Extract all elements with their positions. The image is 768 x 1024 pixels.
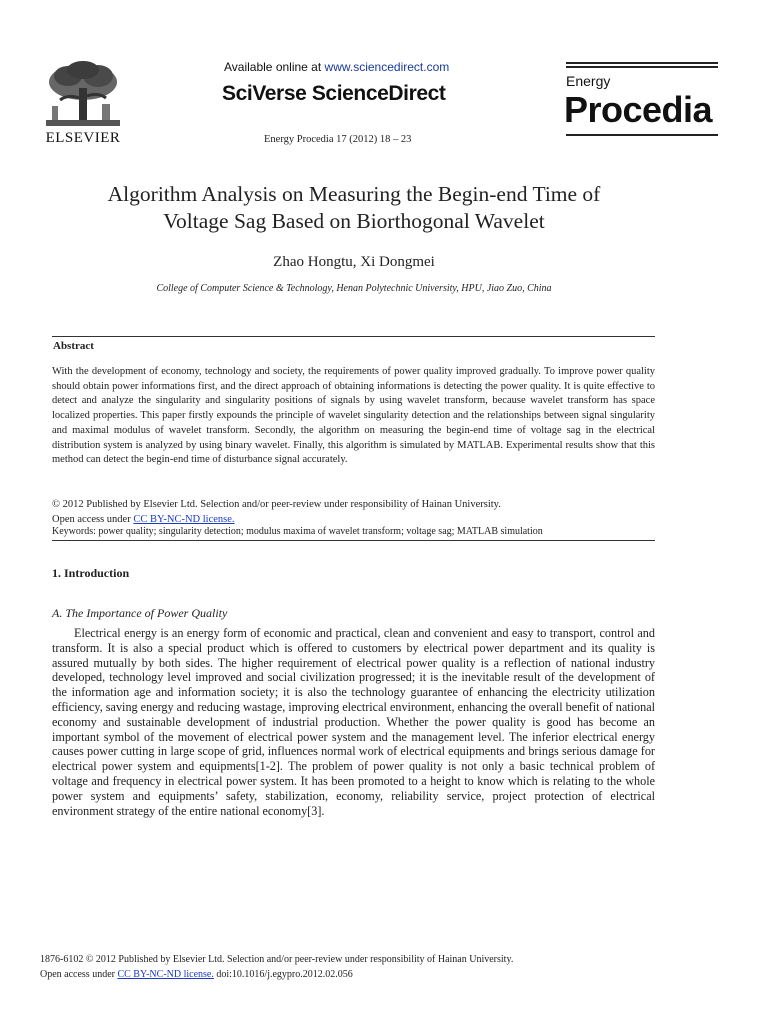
abstract-heading: Abstract bbox=[53, 340, 94, 352]
journal-citation: Energy Procedia 17 (2012) 18 – 23 bbox=[264, 134, 412, 145]
available-online-line bbox=[224, 60, 464, 74]
footer-doi-line bbox=[40, 969, 353, 980]
sciencedirect-url[interactable]: www.sciencedirect.com bbox=[324, 60, 450, 74]
license-link[interactable]: CC BY-NC-ND license. bbox=[133, 514, 235, 525]
authors: Zhao Hongtu, Xi Dongmei bbox=[273, 254, 435, 270]
journal-logo-small-word: Energy bbox=[566, 73, 611, 89]
available-online-label: Available online at bbox=[224, 60, 325, 74]
keywords: Keywords: power quality; singularity detection; modulus maxima of wavelet transform; voltage sag; MATLAB simulation bbox=[52, 526, 543, 537]
platform-name: SciVerse ScienceDirect bbox=[222, 82, 446, 105]
journal-logo-big-word: Procedia bbox=[564, 89, 713, 130]
subsection-heading: A. The Importance of Power Quality bbox=[52, 606, 228, 620]
footer-license-link[interactable]: CC BY-NC-ND license. bbox=[117, 969, 214, 980]
publisher-logo-text: ELSEVIER bbox=[45, 130, 121, 146]
footer-open-access-label: Open access under bbox=[40, 969, 118, 980]
journal-logo-bottom-rule bbox=[566, 134, 718, 136]
footer-doi: doi:10.1016/j.egypro.2012.02.056 bbox=[213, 969, 353, 980]
body-paragraph: Electrical energy is an energy form of economic and practical, clean and convenient and easy to transport, control and transform. It is also a special product which is offered to customers by electrical power department and its quality is assured mutually by both sides. The higher requirement of electrical power quality is a reflection of national industry developed, technology level improved and social civilization progressed; it is the inevitable result of the development of the information age and information society; it is also the technology guarantee of enhancing the electricity utilization efficiency, saving energy and reducing wastage, improving electrical environment, enhancing the overall benefit of national economy and sustainable development of industrial production. Whether the power quality is good has become an important symbol of the movement of electrical power system and the management level. The inferior electrical energy causes power cutting in large scope of grid, influences normal work of electrical equipments and brings serious damage for electrical power system and equipments[1-2]. The problem of power quality is not only a basic technical problem of voltage and frequency in electrical power system. It has been promoted to a height to know which is relating to the whole power system and equipments’ safety, stabilization, economy, reliability service, project protection of electrical environment strategy of the entire national economy[3]. bbox=[52, 626, 655, 818]
copyright-notice: © 2012 Published by Elsevier Ltd. Selection and/or peer-review under responsibility of Hainan University. bbox=[52, 499, 501, 510]
article-title bbox=[40, 181, 668, 235]
abstract-bottom-rule bbox=[52, 540, 655, 541]
article-title-line-2: Voltage Sag Based on Biorthogonal Wavelet bbox=[163, 209, 545, 233]
journal-logo-top-rules bbox=[566, 62, 718, 70]
affiliation: College of Computer Science & Technology, Henan Polytechnic University, HPU, Jiao Zuo, China bbox=[156, 283, 552, 294]
open-access-label: Open access under bbox=[52, 514, 134, 525]
footer-issn-line: 1876-6102 © 2012 Published by Elsevier Ltd. Selection and/or peer-review under responsibility of Hainan University. bbox=[40, 954, 514, 965]
abstract-top-rule bbox=[52, 336, 655, 337]
abstract-text: With the development of economy, technology and society, the requirements of power quality improved gradually. To improve power quality should obtain power informations first, and the direct approach of obtaining informations is detecting the power quality. It is quite effective to detect and analyze the singularity and singularity positions of signals by using wavelet transform, because wavelet transform has space localized properties. This paper firstly expounds the principle of wavelet singularity detection and the relationships between signal singularity and maximal modulus of wavelet transform. Secondly, the algorithm on measuring the begin-end time of voltage sag in the electrical distribution system is analyzed by using binary wavelet. Finally, this algorithm is simulated by MATLAB. Experimental results show that this method can detect the begin-end time of disturbance signal accurately. bbox=[52, 366, 655, 466]
section-heading: 1. Introduction bbox=[52, 566, 130, 580]
open-access-line bbox=[52, 514, 235, 525]
article-title-line-1: Algorithm Analysis on Measuring the Begin-end Time of bbox=[107, 182, 601, 206]
